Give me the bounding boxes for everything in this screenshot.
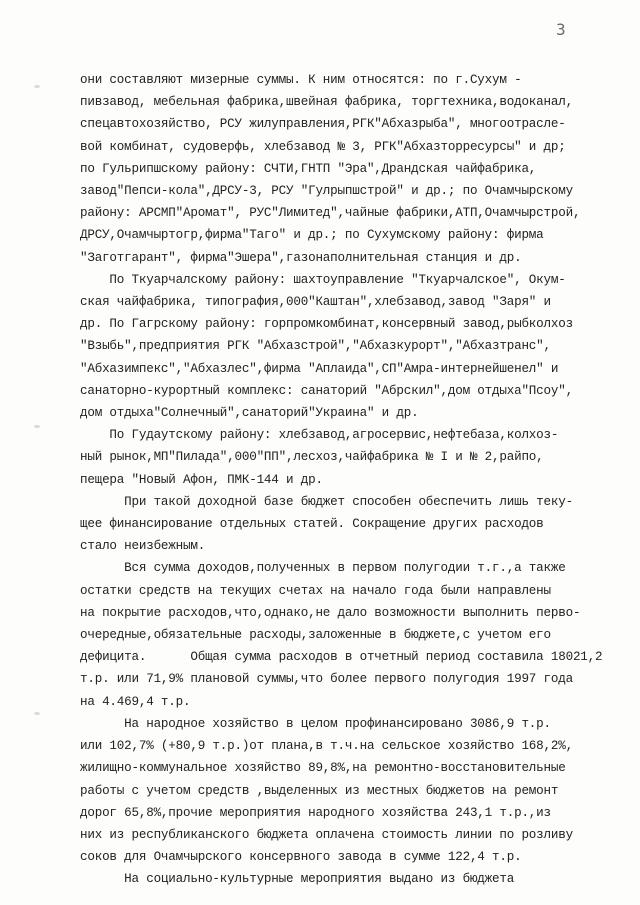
text-line: При такой доходной базе бюджет способен обеспечить лишь теку- xyxy=(80,494,573,509)
text-line: пивзавод, мебельная фабрика,швейная фабрика, торгтехника,водоканал, xyxy=(80,95,573,110)
document-body xyxy=(80,69,620,891)
text-line: На социально-культурные мероприятия выдано из бюджета xyxy=(80,872,515,887)
text-line: или 102,7% (+80,9 т.р.)от плана,в т.ч.на сельское хозяйство 168,2%, xyxy=(80,739,573,754)
text-line: остатки средств на текущих счетах на начало года были направлены xyxy=(80,583,551,598)
text-line: вой комбинат, судоверфь, хлебзавод № 3, РГК"Абхазторресурсы" и др; xyxy=(80,139,566,154)
text-line: др. По Гагрскому району: горпромкомбинат,консервный завод,рыбколхоз xyxy=(80,317,573,332)
text-line: жилищно-коммунальное хозяйство 89,8%,на ремонтно-восстановительные xyxy=(80,761,566,776)
text-line: ДРСУ,Очамчыртогр,фирма"Таго" и др.; по Сухумскому району: фирма xyxy=(80,228,544,243)
text-line: пещера "Новый Афон, ПМК-144 и др. xyxy=(80,472,323,487)
text-line: стало неизбежным. xyxy=(80,539,206,554)
text-line: на покрытие расходов,что,однако,не дало возможности выполнить перво- xyxy=(80,605,581,620)
text-line: "Взыбь",предприятия РГК "Абхазстрой","Абхазкурорт","Абхазтранс", xyxy=(80,339,551,354)
text-line: работы с учетом средств ,выделенных из местных бюджетов на ремонт xyxy=(80,783,559,798)
text-line: очередные,обязательные расходы,заложенные в бюджете,с учетом его xyxy=(80,628,551,643)
text-line: ская чайфабрика, типография,000"Каштан",хлебзавод,завод "Заря" и xyxy=(80,295,551,310)
text-line: Вся сумма доходов,полученных в первом полугодии т.г.,а также xyxy=(80,561,566,576)
text-line: по Гульрипшскому району: СЧТИ,ГНТП "Эра",Драндская чайфабрика, xyxy=(80,161,537,176)
text-line: По Гудаутскому району: хлебзавод,агросервис,нефтебаза,колхоз- xyxy=(80,428,559,443)
text-line: спецавтохозяйство, РСУ жилуправления,РГК"Абхазрыба", многоотрасле- xyxy=(80,117,566,132)
text-line: дом отдыха"Солнечный",санаторий"Украина" и др. xyxy=(80,406,419,421)
text-line: По Ткуарчалскому району: шахтоуправление "Ткуарчалское", Окум- xyxy=(80,272,566,287)
text-line: дорог 65,8%,прочие мероприятия народного хозяйства 243,1 т.р.,из xyxy=(80,805,551,820)
text-line: санаторно-курортный комплекс: санаторий "Абрскил",дом отдыха"Псоу", xyxy=(80,383,573,398)
text-line: т.р. или 71,9% плановой суммы,что более первого полугодия 1997 года xyxy=(80,672,573,687)
text-line: ный рынок,МП"Пилада",000"ПП",лесхоз,чайфабрика № I и № 2,райпо, xyxy=(80,450,544,465)
binding-hole-mark xyxy=(34,425,40,428)
text-line: "Абхазимпекс","Абхазлес",фирма "Аплаида",СП"Амра-интернейшенел" и xyxy=(80,361,559,376)
text-line: "Заготгарант", фирма"Эшера",газонаполнительная станция и др. xyxy=(80,250,522,265)
binding-hole-mark xyxy=(34,712,40,715)
text-line: На народное хозяйство в целом профинансировано 3086,9 т.р. xyxy=(80,716,551,731)
text-line: они составляют мизерные суммы. К ним относятся: по г.Сухум - xyxy=(80,73,522,87)
text-line: дефицита. Общая сумма расходов в отчетный период составила 18021,2 xyxy=(80,650,603,665)
text-line: соков для Очамчырского консервного завода в сумме 122,4 т.р. xyxy=(80,850,522,865)
page-number: 3 xyxy=(556,20,566,39)
text-line: на 4.469,4 т.р. xyxy=(80,694,191,709)
binding-hole-mark xyxy=(34,85,40,88)
text-line: них из республиканского бюджета оплачена стоимость линии по розливу xyxy=(80,827,573,842)
text-line: завод"Пепси-кола",ДРСУ-3, РСУ "Гулрыпшстрой" и др.; по Очамчырскому xyxy=(80,184,573,199)
text-line: району: АРСМП"Аромат", РУС"Лимитед",чайные фабрики,АТП,Очамчырстрой, xyxy=(80,206,581,221)
text-line: щее финансирование отдельных статей. Сокращение других расходов xyxy=(80,517,544,532)
